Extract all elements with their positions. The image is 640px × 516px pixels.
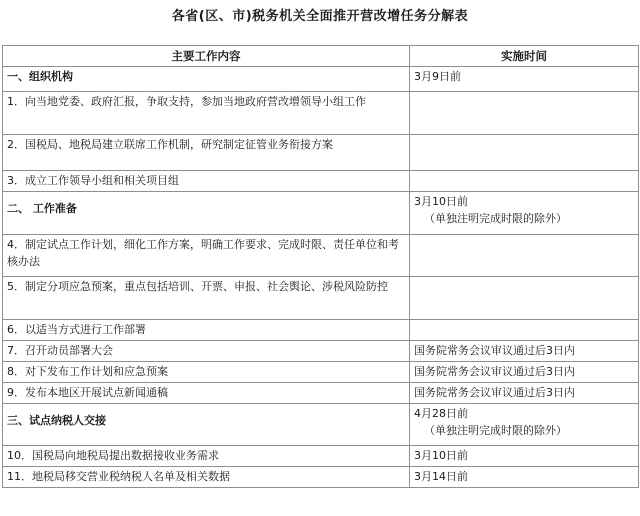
time-value: 国务院常务会议审议通过后3日内 (414, 365, 575, 378)
table-row (3, 92, 639, 135)
time-cell (410, 404, 639, 446)
task-cell: 5．制定分项应急预案，重点包括培训、开票、申报、社会舆论、涉税风险防控 (3, 277, 410, 320)
time-cell (410, 446, 639, 467)
task-cell: 三、试点纳税人交接 (3, 404, 410, 446)
task-cell: 3．成立工作领导小组和相关项目组 (3, 171, 410, 192)
header-task: 主要工作内容 (3, 46, 410, 67)
time-cell (410, 320, 639, 341)
time-cell (410, 362, 639, 383)
time-value: 国务院常务会议审议通过后3日内 (414, 344, 575, 357)
table-row (3, 277, 639, 320)
task-cell: 8．对下发布工作计划和应急预案 (3, 362, 410, 383)
table-header-row (3, 46, 639, 67)
time-cell (410, 235, 639, 277)
time-cell (410, 171, 639, 192)
task-cell: 11．地税局移交营业税纳税人名单及相关数据 (3, 467, 410, 488)
time-cell (410, 341, 639, 362)
table-row (3, 362, 639, 383)
task-cell: 一、组织机构 (3, 67, 410, 92)
time-cell (410, 383, 639, 404)
time-cell (410, 192, 639, 235)
table-row (3, 446, 639, 467)
task-cell: 7．召开动员部署大会 (3, 341, 410, 362)
time-cell (410, 467, 639, 488)
time-value: 3月10日前 (414, 195, 468, 208)
time-value: 3月14日前 (414, 470, 468, 483)
time-note: （单独注明完成时限的除外） (424, 424, 567, 437)
table-row-section (3, 192, 639, 235)
table-row (3, 383, 639, 404)
time-value: 4月28日前 (414, 407, 468, 420)
table-row (3, 171, 639, 192)
task-cell: 10．国税局向地税局提出数据接收业务需求 (3, 446, 410, 467)
time-value: 3月9日前 (414, 70, 461, 83)
table-row (3, 235, 639, 277)
task-cell: 2．国税局、地税局建立联席工作机制，研究制定征管业务衔接方案 (3, 135, 410, 171)
task-cell: 4．制定试点工作计划，细化工作方案，明确工作要求、完成时限、责任单位和考核办法 (3, 235, 410, 277)
task-cell: 9．发布本地区开展试点新闻通稿 (3, 383, 410, 404)
task-cell: 1．向当地党委、政府汇报，争取支持，参加当地政府营改增领导小组工作 (3, 92, 410, 135)
table-row-section (3, 67, 639, 92)
task-decomposition-table (2, 45, 639, 488)
document-title: 各省(区、市)税务机关全面推开营改增任务分解表 (171, 9, 469, 24)
task-cell: 6．以适当方式进行工作部署 (3, 320, 410, 341)
time-value: 3月10日前 (414, 449, 468, 462)
time-cell (410, 277, 639, 320)
time-cell (410, 67, 639, 92)
table-row (3, 467, 639, 488)
time-cell (410, 135, 639, 171)
header-time: 实施时间 (410, 46, 639, 67)
table-row-section (3, 404, 639, 446)
table-row (3, 135, 639, 171)
time-value: 国务院常务会议审议通过后3日内 (414, 386, 575, 399)
table-row (3, 320, 639, 341)
table-row (3, 341, 639, 362)
time-note: （单独注明完成时限的除外） (424, 212, 567, 225)
time-cell (410, 92, 639, 135)
task-cell: 二、 工作准备 (3, 192, 410, 235)
